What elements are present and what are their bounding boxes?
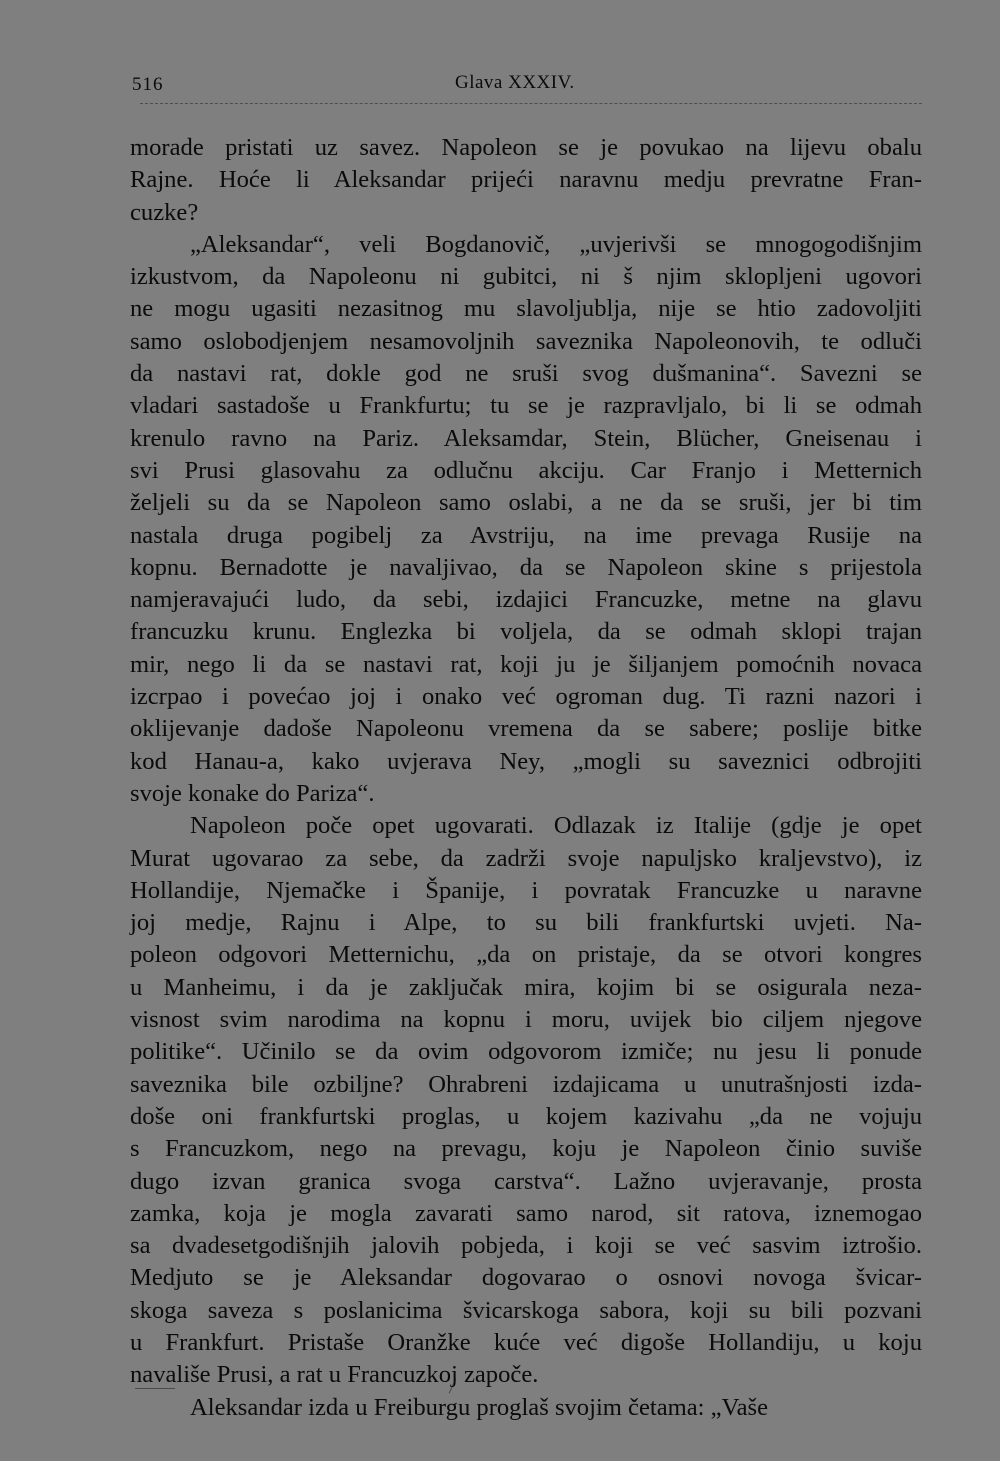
text-line: navališe Prusi, a rat u Francuzkoj započe.	[130, 1361, 539, 1389]
text-line: visnost svim narodima na kopnu i moru, uvijek bio ciljem njegove	[130, 1006, 922, 1034]
text-line: da nastavi rat, dokle god ne sruši svog dušmanina“. Savezni se	[130, 360, 922, 388]
text-line: željeli su da se Napoleon samo oslabi, a ne da se sruši, jer bi tim	[130, 489, 922, 517]
text-line: „Aleksandar“, veli Bogdanovič, „uvjerivši se mnogogodišnjim	[190, 230, 922, 258]
text-line: svi Prusi glasovahu za odlučnu akciju. Car Franjo i Metternich	[130, 456, 922, 484]
text-line: u Frankfurt. Pristaše Oranžke kuće već digoše Hollandiju, u koju	[130, 1328, 922, 1356]
text-line: mir, nego li da se nastavi rat, koji ju je šiljanjem pomoćnih novaca	[130, 650, 922, 678]
text-line: francuzku krunu. Englezka bi voljela, da se odmah sklopi trajan	[130, 618, 922, 646]
text-line: krenulo ravno na Pariz. Aleksamdar, Stein, Blücher, Gneisenau i	[130, 424, 922, 452]
text-line: vladari sastadoše u Frankfurtu; tu se je razpravljalo, bi li se odmah	[130, 392, 922, 420]
text-line: politike“. Učinilo se da ovim odgovorom izmiče; nu jesu li ponude	[130, 1038, 922, 1066]
text-line: ne mogu ugasiti nezasitnog mu slavoljublja, nije se htio zadovoljiti	[130, 295, 922, 323]
text-line: Hollandije, Njemačke i Španije, i povratak Francuzke u naravne	[130, 876, 922, 904]
text-line: u Manheimu, i da je zaključak mira, kojim bi se osigurala neza-	[130, 973, 922, 1001]
header-rule	[140, 103, 922, 104]
body-text	[130, 132, 922, 1424]
text-line: kod Hanau-a, kako uvjerava Ney, „mogli su saveznici odbrojiti	[130, 747, 922, 775]
text-line: Rajne. Hoće li Aleksandar prijeći naravnu medju prevratne Fran-	[130, 166, 922, 194]
text-line: izkustvom, da Napoleonu ni gubitci, ni š njim sklopljeni ugovori	[130, 263, 922, 291]
text-line: morade pristati uz savez. Napoleon se je povukao na lijevu obalu	[130, 134, 922, 161]
text-line: izcrpao i povećao joj i onako već ogroman dug. Ti razni nazori i	[130, 683, 922, 711]
text-line: sa dvadesetgodišnjih jalovih pobjeda, i koji se već sasvim iztrošio.	[130, 1232, 922, 1260]
page-header	[130, 72, 922, 106]
text-line: kopnu. Bernadotte je navaljivao, da se Napoleon skine s prijestola	[130, 553, 922, 581]
page-number: 516	[132, 74, 164, 95]
text-line: samo oslobodjenjem nesamovoljnih saveznika Napoleonovih, te odluči	[130, 327, 922, 355]
text-line: Napoleon poče opet ugovarati. Odlazak iz Italije (gdje je opet	[190, 812, 922, 840]
text-line: zamka, koja je mogla zavarati samo narod, sit ratova, iznemogao	[130, 1199, 922, 1227]
stray-mark	[135, 1388, 175, 1389]
text-line: skoga saveza s poslanicima švicarskoga sabora, koji su bili pozvani	[130, 1296, 922, 1324]
text-line: saveznika bile ozbiljne? Ohrabreni izdajicama u unutrašnjosti izda-	[130, 1070, 922, 1098]
text-line: Murat ugovarao za sebe, da zadrži svoje napuljsko kraljevstvo), iz	[130, 844, 922, 872]
text-line: nastala druga pogibelj za Avstriju, na ime prevaga Rusije na	[130, 521, 922, 549]
text-line: svoje konake do Pariza“.	[130, 779, 375, 807]
text-line: joj medje, Rajnu i Alpe, to su bili frankfurtski uvjeti. Na-	[130, 909, 922, 937]
text-line: Medjuto se je Aleksandar dogovarao o osnovi novoga švicar-	[130, 1264, 922, 1292]
text-line: dugo izvan granica svoga carstva“. Lažno uvjeravanje, prosta	[130, 1167, 922, 1195]
text-line: Aleksandar izda u Freiburgu proglaš svojim četama: „Vaše	[190, 1393, 769, 1421]
text-line: poleon odgovori Metternichu, „da on pristaje, da se otvori kongres	[130, 941, 922, 969]
running-head: Glava XXXIV.	[455, 72, 575, 93]
text-line: namjeravajući ludo, da sebi, izdajici Francuzke, metne na glavu	[130, 586, 922, 614]
text-line: doše oni frankfurtski proglas, u kojem kazivahu „da ne vojuju	[130, 1102, 922, 1130]
text-line: oklijevanje dadoše Napoleonu vremena da se sabere; poslije bitke	[130, 715, 922, 743]
text-line: cuzke?	[130, 198, 199, 226]
text-line: s Francuzkom, nego na prevagu, koju je Napoleon činio suviše	[130, 1135, 922, 1163]
